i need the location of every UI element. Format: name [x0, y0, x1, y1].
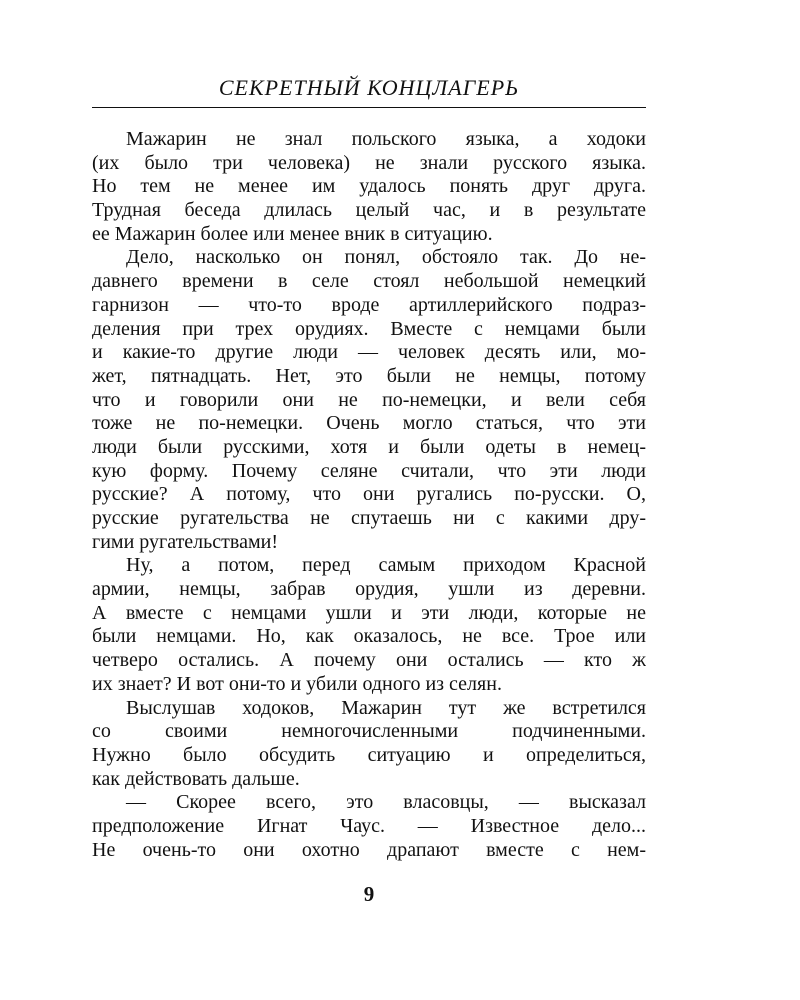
text-line: деления при трех орудиях. Вместе с немцами были	[92, 317, 646, 340]
text-line: Не очень-то они охотно драпают вместе с нем-	[92, 838, 646, 861]
running-head: СЕКРЕТНЫЙ КОНЦЛАГЕРЬ	[218, 75, 520, 100]
text-line: предположение Игнат Чаус. — Известное дело...	[92, 814, 646, 837]
header-rule	[92, 107, 646, 108]
page-number: 9	[363, 882, 375, 906]
text-line: ее Мажарин более или менее вник в ситуацию.	[92, 222, 493, 245]
text-line: кую форму. Почему селяне считали, что эти люди	[92, 459, 646, 482]
text-line: и какие-то другие люди — человек десять или, мо-	[92, 341, 646, 364]
text-line: — Скорее всего, это власовцы, — высказал	[126, 791, 646, 814]
text-line: (их было три человека) не знали русского языка.	[92, 151, 646, 174]
text-line: гими ругательствами!	[92, 530, 278, 553]
text-line: русские ругательства не спутаешь ни с какими дру-	[92, 507, 646, 529]
text-line: русские? А потому, что они ругались по-русски. О,	[92, 483, 646, 506]
text-line: тоже не по-немецки. Очень могло статься, что эти	[92, 412, 646, 435]
text-line: Выслушав ходоков, Мажарин тут же встретился	[126, 696, 646, 719]
text-line: люди были русскими, хотя и были одеты в немец-	[92, 435, 646, 458]
text-line: их знает? И вот они-то и убили одного из селян.	[92, 672, 502, 695]
text-line: что и говорили они не по-немецки, и вели себя	[92, 388, 646, 411]
text-line: гарнизон — что-то вроде артиллерийского подраз-	[92, 293, 646, 316]
text-line: были немцами. Но, как оказалось, не все. Трое или	[92, 625, 646, 648]
text-line: четверо остались. А почему они остались — кто ж	[92, 649, 646, 672]
body-text	[92, 128, 646, 862]
text-line: жет, пятнадцать. Нет, это были не немцы, потому	[92, 364, 646, 387]
text-line: А вместе с немцами ушли и эти люди, которые не	[92, 601, 646, 624]
text-line: давнего времени в селе стоял небольшой немецкий	[92, 270, 646, 293]
text-line: Ну, а потом, перед самым приходом Красной	[126, 554, 646, 577]
text-line: Мажарин не знал польского языка, а ходоки	[126, 128, 646, 150]
text-line: Но тем не менее им удалось понять друг друга.	[92, 175, 646, 198]
text-line: армии, немцы, забрав орудия, ушли из деревни.	[92, 578, 646, 601]
text-line: Нужно было обсудить ситуацию и определиться,	[92, 743, 646, 766]
text-line: Дело, насколько он понял, обстояло так. До не-	[126, 246, 646, 269]
text-line: Трудная беседа длилась целый час, и в результате	[92, 199, 646, 222]
text-line: как действовать дальше.	[92, 767, 300, 790]
text-line: со своими немногочисленными подчиненными.	[92, 720, 646, 743]
